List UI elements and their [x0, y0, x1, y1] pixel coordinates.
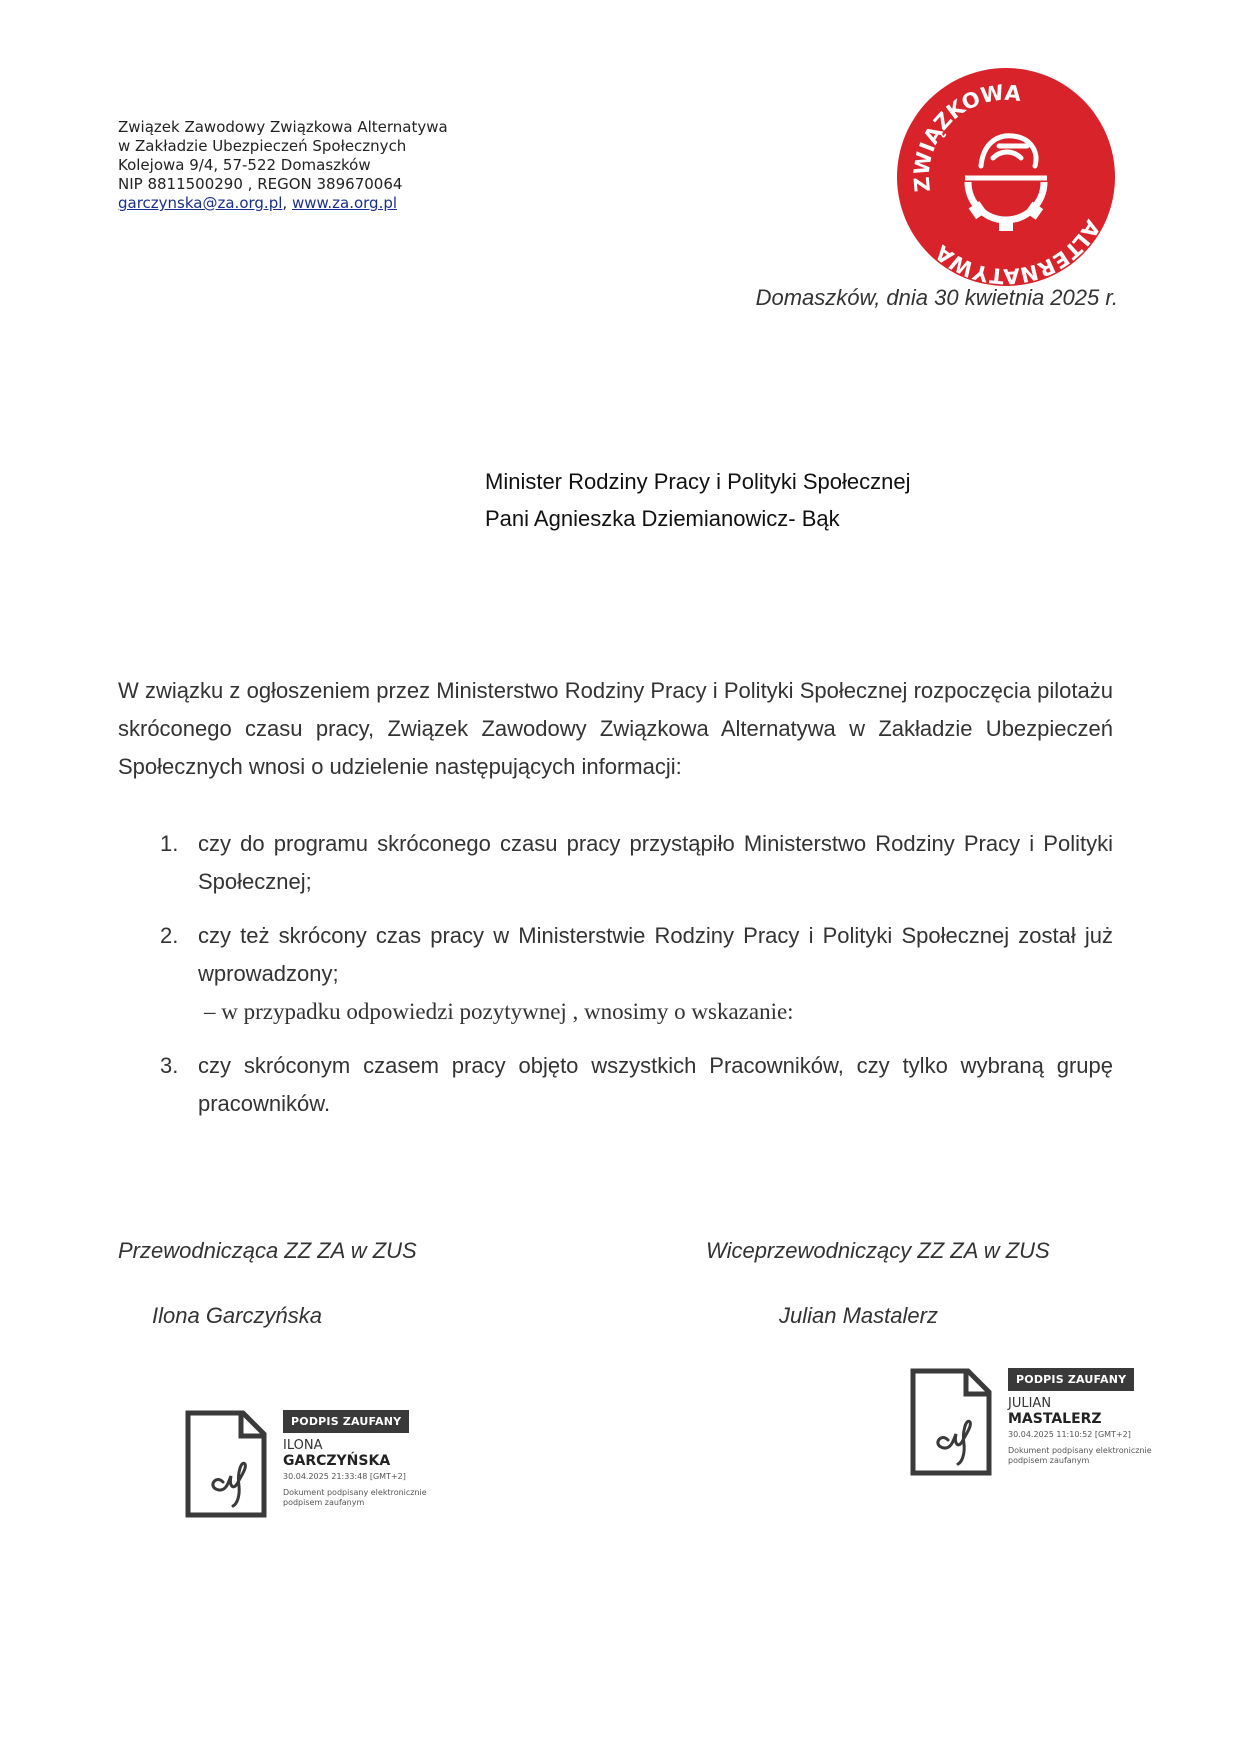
- signature-note: Dokument podpisany elektronicznie podpisem zaufanym: [1008, 1446, 1152, 1465]
- sender-department: w Zakładzie Ubezpieczeń Społecznych: [118, 137, 407, 155]
- list-item-subnote: – w przypadku odpowiedzi pozytywnej , wnosimy o wskazanie:: [204, 999, 794, 1024]
- sender-letterhead: [118, 118, 638, 213]
- signatory-right-name: Julian Mastalerz: [779, 1303, 938, 1328]
- list-item-text: czy do programu skróconego czasu pracy przystąpiło Ministerstwo Rodziny Pracy i Polityki Społecznej;: [198, 831, 1113, 894]
- list-item-number: 1.: [160, 831, 179, 856]
- trusted-signature-badge: PODPIS ZAUFANY: [1008, 1368, 1134, 1391]
- list-item: [118, 1047, 1113, 1123]
- recipient-name: Pani Agnieszka Dziemianowicz- Bąk: [485, 506, 840, 531]
- list-item-number: 2.: [160, 923, 179, 948]
- request-list: [118, 825, 1113, 1139]
- list-item-text: czy też skrócony czas pracy w Ministerstwie Rodziny Pracy i Polityki Społecznej został już wprowadzony;: [198, 923, 1113, 986]
- signer-last-name: MASTALERZ: [1008, 1411, 1102, 1427]
- trusted-signature-badge: PODPIS ZAUFANY: [283, 1410, 409, 1433]
- signer-last-name: GARCZYŃSKA: [283, 1453, 391, 1469]
- signatory-left-name: Ilona Garczyńska: [152, 1303, 322, 1328]
- sender-address: Kolejowa 9/4, 57-522 Domaszków: [118, 156, 371, 174]
- date-line: Domaszków, dnia 30 kwietnia 2025 r.: [755, 285, 1118, 310]
- signer-first-name: ILONA: [283, 1438, 323, 1453]
- logo-text-top: ZWIĄZKOWA: [909, 80, 1022, 194]
- stamp-details: [1008, 1368, 1168, 1466]
- list-item-number: 3.: [160, 1053, 179, 1078]
- signature-note: Dokument podpisany elektronicznie podpisem zaufanym: [283, 1488, 427, 1507]
- list-item: [118, 825, 1113, 901]
- logo-text-bottom: ALTERNATYWA: [930, 215, 1105, 288]
- signer-first-name: JULIAN: [1008, 1396, 1052, 1411]
- sender-name: Związek Zawodowy Związkowa Alternatywa: [118, 118, 448, 136]
- signature-timestamp: 30.04.2025 11:10:52 [GMT+2]: [1008, 1430, 1131, 1439]
- contact-separator: ,: [282, 194, 292, 212]
- stamp-details: [283, 1410, 443, 1508]
- body-paragraph: W związku z ogłoszeniem przez Ministerstwo Rodziny Pracy i Polityki Społecznej rozpoczęcia pilotażu skróconego czasu pracy, Związek Zawodowy Związkowa Alternatywa w Zakładzie Ubezpieczeń Społecznych wnosi o udzielenie następujących informacji:: [118, 678, 1113, 779]
- website-link[interactable]: www.za.org.pl: [291, 194, 398, 212]
- sender-tax-ids: NIP 8811500290 , REGON 389670064: [118, 175, 403, 193]
- recipient-block: [485, 463, 911, 537]
- sender-contacts: [118, 194, 638, 213]
- signatory-right-role: Wiceprzewodniczący ZZ ZA w ZUS: [706, 1238, 1050, 1263]
- signed-document-icon: [910, 1368, 992, 1476]
- list-item: [118, 917, 1113, 1031]
- signed-document-icon: [185, 1410, 267, 1518]
- list-item-text: czy skróconym czasem pracy objęto wszystkich Pracowników, czy tylko wybraną grupę pracowników.: [198, 1053, 1113, 1116]
- signatory-left-role: Przewodnicząca ZZ ZA w ZUS: [118, 1238, 417, 1263]
- recipient-title: Minister Rodziny Pracy i Polityki Społecznej: [485, 469, 911, 494]
- union-logo: [895, 66, 1117, 288]
- email-link[interactable]: garczynska@za.org.pl: [118, 194, 283, 212]
- signature-timestamp: 30.04.2025 21:33:48 [GMT+2]: [283, 1472, 406, 1481]
